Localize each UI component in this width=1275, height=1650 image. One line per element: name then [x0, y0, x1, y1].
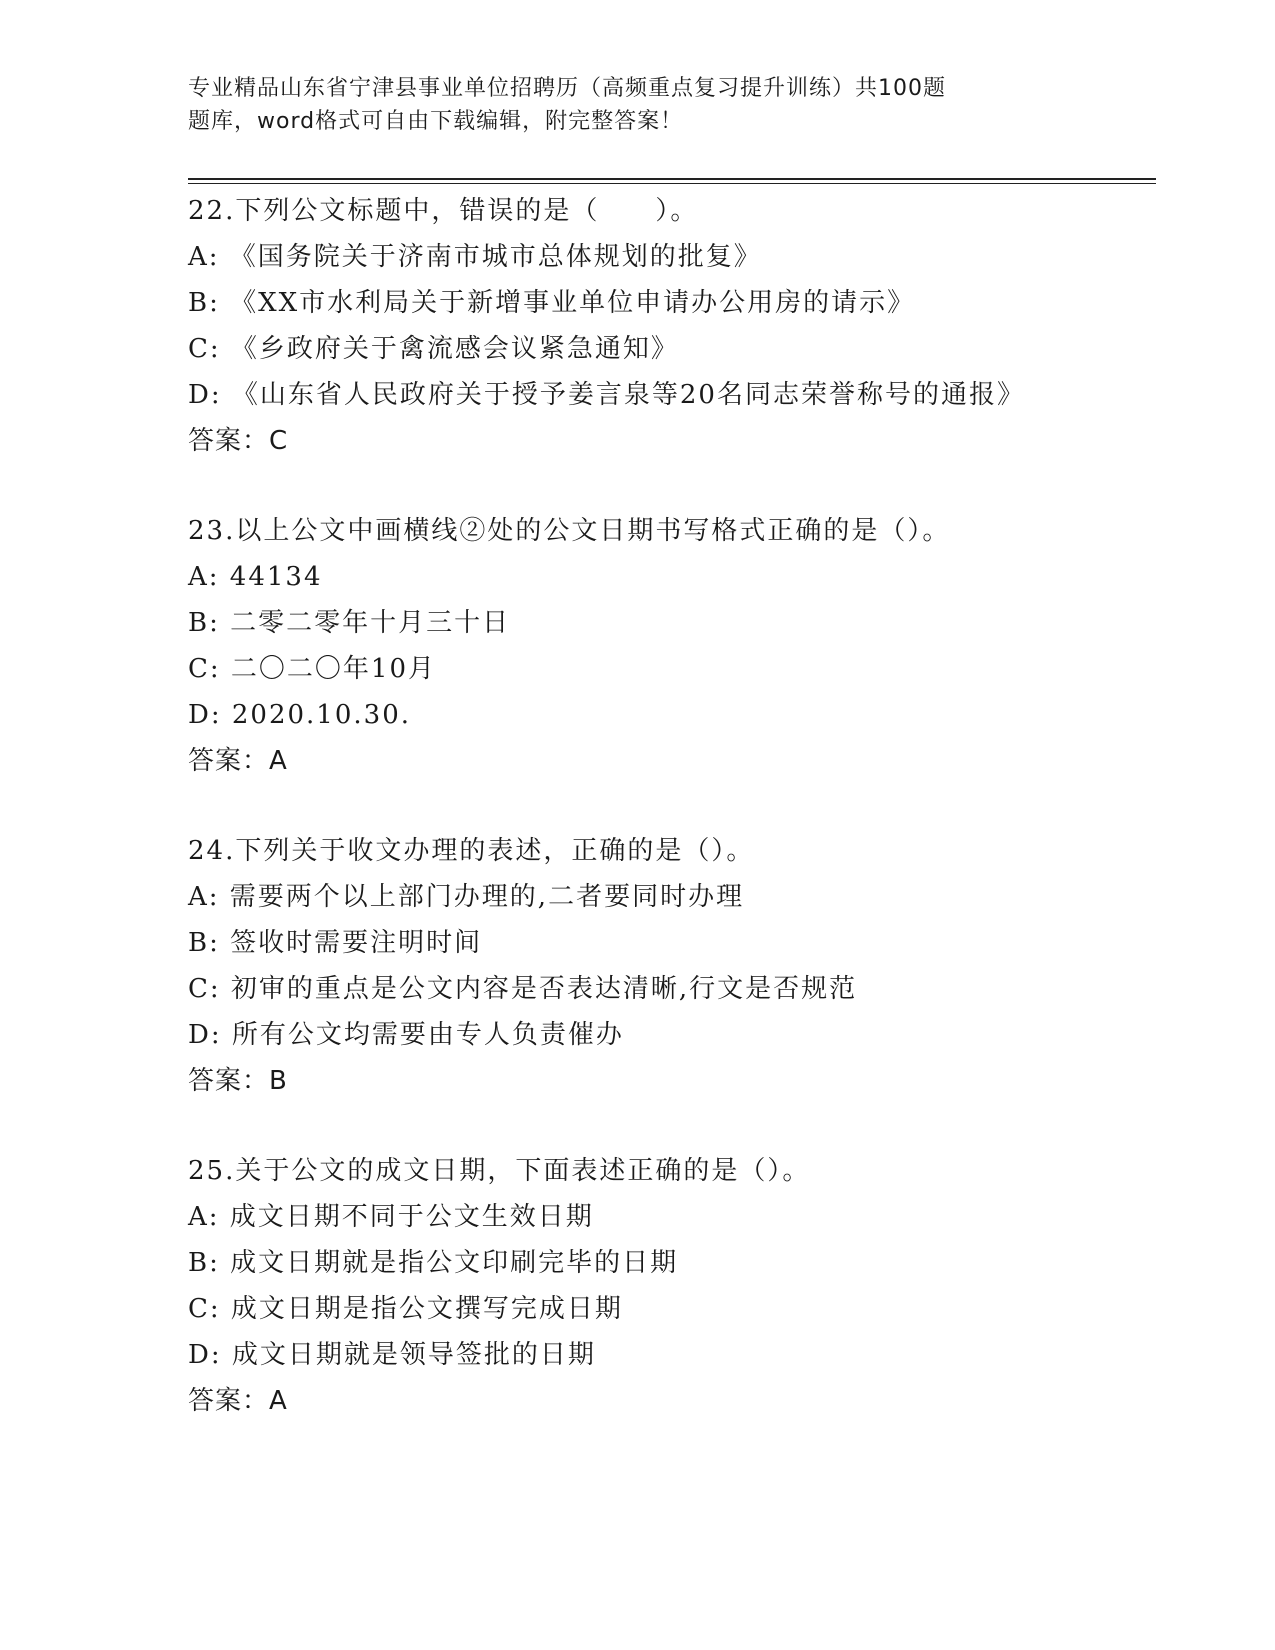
header-line-2: 题库，word格式可自由下载编辑，附完整答案！ [188, 109, 684, 134]
option-b: B: 《XX市水利局关于新增事业单位申请办公用房的请示》 [188, 288, 916, 318]
option-a: A: 44134 [188, 562, 323, 592]
answer-line: 答案：C [188, 426, 289, 456]
option-d: D: 《山东省人民政府关于授予姜言泉等20名同志荣誉称号的通报》 [188, 380, 1025, 410]
header-divider-thick [188, 178, 1156, 180]
question-stem: 24.下列关于收文办理的表述，正确的是（）。 [188, 836, 755, 866]
option-d: D: 2020.10.30. [188, 700, 411, 730]
document-header [188, 72, 1028, 138]
option-d: D: 所有公文均需要由专人负责催办 [188, 1020, 624, 1050]
option-c: C: 二〇二〇年10月 [188, 654, 437, 684]
answer-line: 答案：A [188, 1386, 288, 1416]
question-stem: 22.下列公文标题中，错误的是（ ）。 [188, 196, 699, 226]
option-c: C: 初审的重点是公文内容是否表达清晰,行文是否规范 [188, 974, 858, 1004]
question-22 [188, 188, 1168, 464]
option-b: B: 二零二零年十月三十日 [188, 608, 511, 638]
option-d: D: 成文日期就是领导签批的日期 [188, 1340, 596, 1370]
header-line-1: 专业精品山东省宁津县事业单位招聘历（高频重点复习提升训练）共100题 [188, 76, 946, 101]
option-a: A: 成文日期不同于公文生效日期 [188, 1202, 594, 1232]
option-a: A: 需要两个以上部门办理的,二者要同时办理 [188, 882, 745, 912]
question-stem: 23.以上公文中画横线②处的公文日期书写格式正确的是（）。 [188, 516, 951, 546]
answer-line: 答案：A [188, 746, 288, 776]
option-c: C: 《乡政府关于禽流感会议紧急通知》 [188, 334, 679, 364]
answer-line: 答案：B [188, 1066, 288, 1096]
option-b: B: 签收时需要注明时间 [188, 928, 483, 958]
question-stem: 25.关于公文的成文日期，下面表述正确的是（）。 [188, 1156, 811, 1186]
option-c: C: 成文日期是指公文撰写完成日期 [188, 1294, 623, 1324]
option-b: B: 成文日期就是指公文印刷完毕的日期 [188, 1248, 679, 1278]
question-24 [188, 828, 1168, 1104]
question-25 [188, 1148, 1168, 1424]
question-23 [188, 508, 1168, 784]
header-divider-thin [188, 183, 1156, 184]
option-a: A: 《国务院关于济南市城市总体规划的批复》 [188, 242, 762, 272]
